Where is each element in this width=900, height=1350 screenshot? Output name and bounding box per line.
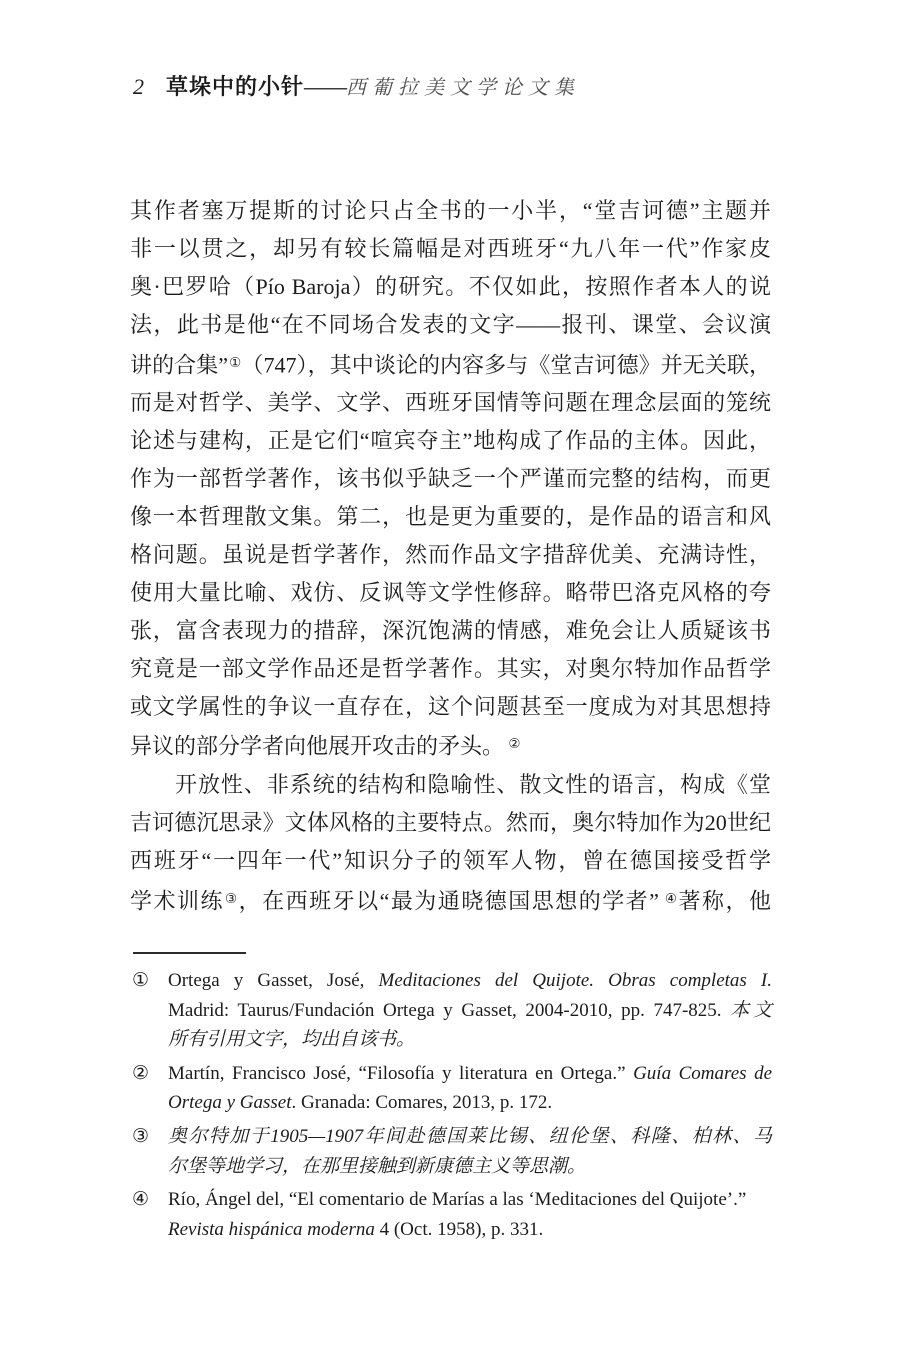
body-line	[130, 192, 771, 230]
text-run: Río, Ángel del, “El comentario de Marías a las ‘Meditaciones del Quijote’.”	[168, 1189, 747, 1211]
body-line	[130, 725, 771, 766]
footnote-text	[168, 1122, 772, 1181]
footnote-number: ①	[132, 970, 150, 991]
text-run: 而是对哲学、美学、文学、西班牙国情等问题在理念层面的笼统	[130, 390, 771, 416]
text-run: . Granada: Comares, 2013, p. 172.	[291, 1092, 553, 1114]
text-run: 异议的部分学者向他展开攻击的矛头。	[130, 734, 505, 760]
footnote-list	[132, 966, 772, 1248]
body-line	[130, 268, 771, 306]
text-run: 西班牙“一四年一代”知识分子的领军人物，曾在德国接受哲学	[130, 847, 771, 873]
body-line	[130, 650, 771, 688]
footnote-ref-marker: ②	[505, 736, 521, 752]
footnote-line	[168, 1088, 772, 1118]
footnote-line	[168, 1185, 772, 1215]
footnote-line	[168, 1122, 772, 1152]
text-run: 究竟是一部文学作品还是哲学著作。其实，对奥尔特加作品哲学	[130, 655, 771, 681]
body-line	[130, 612, 771, 650]
body-line	[130, 574, 771, 612]
body-line	[130, 688, 771, 726]
footnote-line	[168, 1059, 772, 1089]
footnote-item	[132, 1185, 772, 1244]
text-run: Ortega y Gasset, José,	[168, 970, 379, 991]
footnote-text	[168, 966, 772, 1055]
footnote-number: ③	[132, 1125, 150, 1147]
text-run: Martín, Francisco José, “Filosofía y literatura en Ortega.”	[168, 1062, 634, 1084]
text-run: 法，此书是他“在不同场合发表的文字——报刊、课堂、会议演	[130, 311, 771, 337]
text-run: 作为一部哲学著作，该书似乎缺乏一个严谨而完整的结构，而更	[130, 466, 771, 492]
footnote-line	[168, 996, 772, 1026]
body-line	[130, 498, 771, 536]
footnote-number: ④	[132, 1189, 150, 1211]
text-run: 格问题。虽说是哲学著作，然而作品文字措辞优美、充满诗性，	[130, 541, 771, 567]
text-run: 奥·巴罗哈（	[130, 273, 256, 299]
footnote-ref-marker: ①	[229, 354, 242, 370]
body-line	[130, 460, 771, 498]
body-line	[130, 306, 771, 344]
footnote-ref-marker: ③	[224, 890, 239, 906]
text-run: Pío Baroja	[255, 273, 351, 299]
paragraph	[130, 192, 771, 766]
text-run: 奥尔特加于1905—1907年间赴德国莱比锡、纽伦堡、科隆、柏林、马	[168, 1125, 772, 1147]
body-line	[130, 344, 771, 385]
footnote-line	[168, 1025, 772, 1055]
text-run: 4 (Oct. 1958), p. 331.	[374, 1218, 544, 1240]
body-line	[130, 230, 771, 268]
footnote-ref-marker: ④	[659, 890, 679, 906]
text-run: 吉诃德沉思录》文体风格的主要特点。然而，奥尔特加作为20世纪	[130, 809, 771, 835]
text-run: 张，富含表现力的措辞，深沉饱满的情感，难免会让人质疑该书	[130, 617, 771, 643]
paragraph	[130, 766, 771, 920]
text-run: ，在西班牙以“最为通晓德国思想的学者”	[238, 888, 659, 914]
text-run: 像一本哲理散文集。第二，也是更为重要的，是作品的语言和风	[130, 503, 771, 529]
running-head	[133, 70, 780, 101]
text-run: 讲的合集”	[130, 352, 229, 378]
body-line	[130, 384, 771, 422]
text-run: Ortega y Gasset	[168, 1092, 292, 1114]
body-line	[130, 766, 771, 804]
footnote-line	[168, 1152, 772, 1182]
body-line	[130, 880, 771, 921]
text-run: 其作者塞万提斯的讨论只占全书的一小半，“堂吉诃德”主题并	[130, 198, 771, 223]
text-run: Guía Comares de	[633, 1062, 773, 1084]
text-run: 非一以贯之，却另有较长篇幅是对西班牙“九八年一代”作家皮	[130, 235, 771, 261]
text-run: ）的研究。不仅如此，按照作者本人的说	[350, 273, 771, 299]
text-run: 学术训练	[130, 888, 224, 914]
text-run: 开放性、非系统的结构和隐喻性、散文性的语言，构成《堂	[175, 772, 771, 798]
text-run: 使用大量比喻、戏仿、反讽等文学性修辞。略带巴洛克风格的夸	[130, 579, 771, 605]
body-text	[130, 192, 771, 920]
text-run: Meditaciones del Quijote. Obras completas I.	[378, 970, 772, 991]
footnote-line	[168, 1215, 772, 1245]
title-dash: ——	[304, 74, 347, 99]
footnote-item	[132, 1122, 772, 1181]
text-run: 所有引用文字，均出自该书。	[168, 1029, 416, 1051]
text-run: （747），其中谈论的内容多与《堂吉诃德》并无关联，	[241, 352, 771, 378]
text-run: 尔堡等地学习，在那里接触到新康德主义等思潮。	[168, 1155, 587, 1177]
text-run: 或文学属性的争议一直存在，这个问题甚至一度成为对其思想持	[130, 693, 771, 719]
text-run: Madrid: Taurus/Fundación Ortega y Gasset, 2004-2010, pp. 747-825.	[168, 999, 731, 1021]
footnote-text	[168, 1059, 772, 1118]
text-run: 论述与建构，正是它们“喧宾夺主”地构成了作品的主体。因此，	[130, 428, 771, 454]
book-title: 草垛中的小针	[166, 74, 305, 99]
footnote-separator	[133, 952, 246, 954]
body-line	[130, 536, 771, 574]
footnote-item	[132, 966, 772, 1055]
text-run: 著称，他	[678, 888, 771, 914]
body-line	[130, 842, 771, 880]
footnote-item	[132, 1059, 772, 1118]
body-line	[130, 422, 771, 460]
body-line	[130, 804, 771, 842]
text-run: Revista hispánica moderna	[168, 1218, 375, 1240]
book-subtitle: 西葡拉美文学论文集	[346, 77, 581, 99]
footnote-number: ②	[132, 1062, 150, 1084]
footnote-text	[168, 1185, 772, 1244]
footnote-line	[168, 966, 772, 996]
text-run: 本文	[730, 999, 772, 1021]
page-number: 2	[133, 74, 144, 99]
